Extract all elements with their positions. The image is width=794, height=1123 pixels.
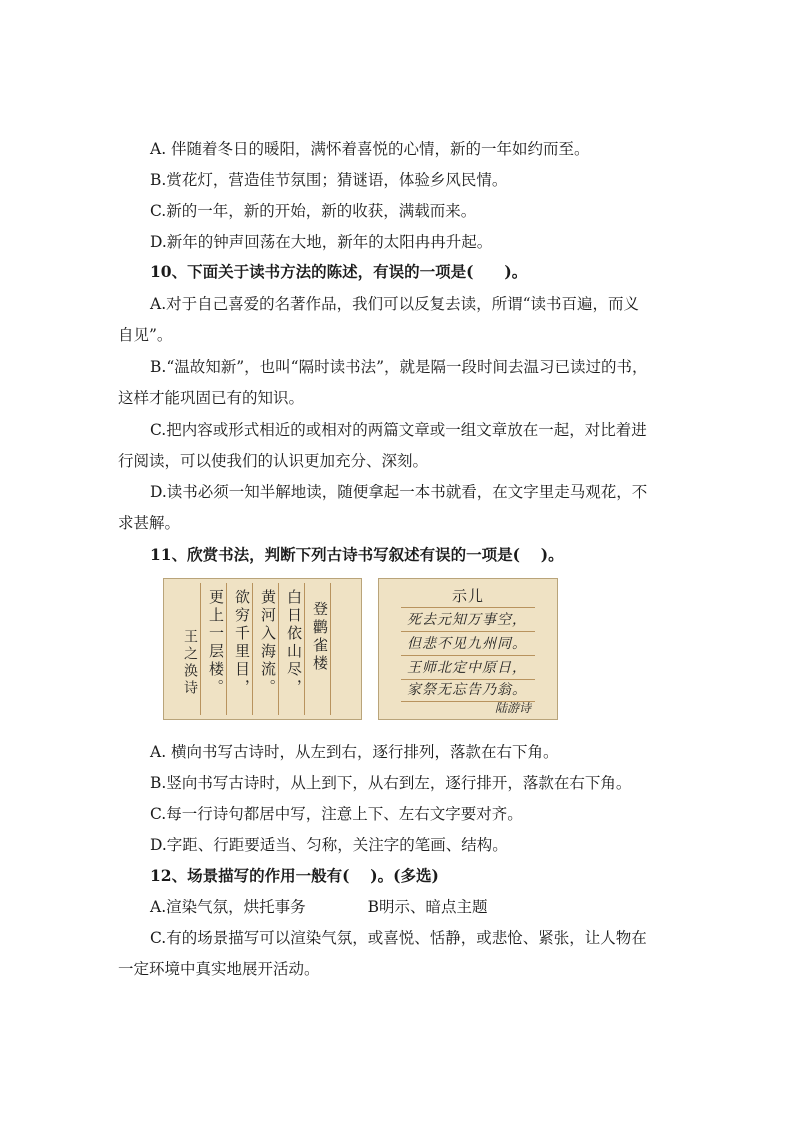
q11-option-c: C.每一行诗句都居中写，注意上下、左右文字要对齐。 <box>150 805 523 823</box>
q10-stem: 10、下面关于读书方法的陈述，有误的一项是( )。 <box>150 262 528 281</box>
q12-option-c-line2: 一定环境中真实地展开活动。 <box>118 960 320 978</box>
q11-option-b: B.竖向书写古诗时，从上到下，从右到左，逐行排开，落款在右下角。 <box>150 774 632 792</box>
q12-option-c-line1: C.有的场景描写可以渲染气氛，或喜悦、恬静，或悲怆、紧张，让人物在 <box>150 929 647 947</box>
poem-column-4: 更上一层楼。 <box>207 589 225 697</box>
poem-row-2: 但悲不见九州同。 <box>401 633 535 656</box>
poem-column-1: 白日依山尽， <box>285 589 303 697</box>
q12-stem: 12、场景描写的作用一般有( )。(多选) <box>150 866 439 885</box>
poem-row-3: 王师北定中原日， <box>401 657 535 680</box>
q10-option-d-line2: 求甚解。 <box>118 514 181 532</box>
poem-title-row: 示儿 <box>401 585 535 608</box>
poem-row-4: 家祭无忘告乃翁。 <box>401 679 535 702</box>
q10-option-b-line1: B.“温故知新”，也叫“隔时读书法”，就是隔一段时间去温习已读过的书， <box>150 358 648 376</box>
q10-option-c-line2: 行阅读，可以使我们的认识更加充分、深刻。 <box>118 452 429 470</box>
poem-row-1: 死去元知万事空， <box>401 609 535 632</box>
poem-signature-row: 陆游诗 <box>494 701 531 715</box>
q11-stem: 11、欣赏书法，判断下列古诗书写叙述有误的一项是( )。 <box>150 545 564 564</box>
poem-column-2: 黄河入海流。 <box>259 589 277 697</box>
q11-option-a: A. 横向书写古诗时，从左到右，逐行排列，落款在右下角。 <box>150 743 559 761</box>
q10-option-a-line1: A.对于自己喜爱的名著作品，我们可以反复去读，所谓“读书百遍，而义 <box>150 295 640 313</box>
poem-signature-column: 王之涣诗 <box>182 629 198 697</box>
q10-option-d-line1: D.读书必须一知半解地读，随便拿起一本书就看，在文字里走马观花，不 <box>150 483 648 501</box>
poem-title-column: 登鹳雀楼 <box>311 601 329 673</box>
q11-option-d: D.字距、行距要适当、匀称，关注字的笔画、结构。 <box>150 836 508 854</box>
q9-option-a: A. 伴随着冬日的暖阳，满怀着喜悦的心情，新的一年如约而至。 <box>150 140 590 158</box>
q9-option-d: D.新年的钟声回荡在大地，新年的太阳冉冉升起。 <box>150 233 493 251</box>
poem-column-3: 欲穷千里目， <box>233 589 251 697</box>
q10-option-c-line1: C.把内容或形式相近的或相对的两篇文章或一组文章放在一起，对比着进 <box>150 421 647 439</box>
vertical-calligraphy-image <box>163 578 362 720</box>
horizontal-calligraphy-image <box>378 578 558 720</box>
q9-option-b: B.赏花灯，营造佳节氛围；猜谜语，体验乡风民情。 <box>150 171 508 189</box>
q9-option-c: C.新的一年，新的开始，新的收获，满载而来。 <box>150 202 477 220</box>
q12-options-ab: A.渲染气氛，烘托事务 B明示、暗点主题 <box>150 898 488 916</box>
q10-option-a-line2: 自见”。 <box>118 326 173 344</box>
q10-option-b-line2: 这样才能巩固已有的知识。 <box>118 389 305 407</box>
